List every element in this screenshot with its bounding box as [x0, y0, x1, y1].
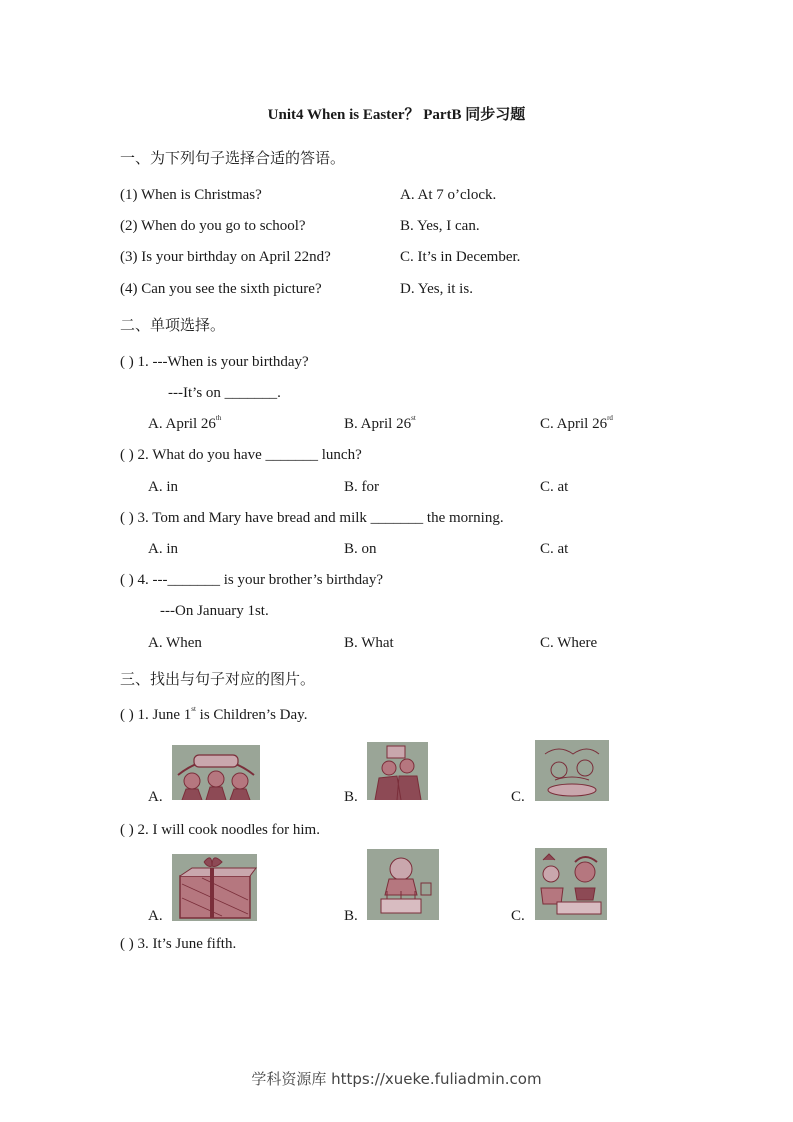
- footer-watermark: 学科资源库 https://xueke.fuliadmin.com: [251, 1070, 542, 1088]
- s2-q2-option-c: C. at: [540, 479, 569, 495]
- s3-q2-stem: ( ) 2. I will cook noodles for him.: [120, 822, 320, 838]
- meal-picture: [535, 740, 609, 801]
- s1-question-1: (1) When is Christmas?: [120, 187, 262, 203]
- section-1-heading: 一、为下列句子选择合适的答语。: [120, 149, 346, 167]
- cooking-noodles-picture: [535, 848, 607, 920]
- s3-q1-label-a: A.: [148, 789, 163, 805]
- gift-box-picture: [172, 854, 257, 921]
- s2-q2-option-b: B. for: [344, 479, 379, 495]
- s2-q3-option-c: C. at: [540, 541, 569, 557]
- s3-q1-stem: ( ) 1. June 1st is Children’s Day.: [120, 705, 308, 723]
- s2-q1-option-a: A. April 26th: [148, 414, 222, 432]
- s2-q1-option-c: C. April 26rd: [540, 414, 613, 432]
- children-day-picture: [172, 745, 260, 800]
- page-title: Unit4 When is Easter？ PartB 同步习题: [267, 107, 526, 123]
- s2-q1-stem: ( ) 1. ---When is your birthday?: [120, 354, 309, 370]
- s2-q3-stem: ( ) 3. Tom and Mary have bread and milk _______ the morning.: [120, 510, 504, 526]
- s1-answer-b: B. Yes, I can.: [400, 218, 480, 234]
- s3-q1-label-b: B.: [344, 789, 358, 805]
- s1-answer-a: A. At 7 o’clock.: [400, 187, 497, 203]
- s2-q3-option-a: A. in: [148, 541, 178, 557]
- s2-q4-stem: ( ) 4. ---_______ is your brother’s birthday?: [120, 572, 383, 588]
- s2-q1-line2: ---It’s on _______.: [168, 385, 281, 401]
- s1-answer-d: D. Yes, it is.: [400, 281, 473, 297]
- s2-q4-option-a: A. When: [148, 635, 202, 651]
- s1-question-2: (2) When do you go to school?: [120, 218, 306, 234]
- s2-q3-option-b: B. on: [344, 541, 377, 557]
- s2-q4-option-b: B. What: [344, 635, 394, 651]
- family-picture: [367, 742, 428, 800]
- s3-q3-stem: ( ) 3. It’s June fifth.: [120, 936, 237, 952]
- s2-q2-option-a: A. in: [148, 479, 178, 495]
- s3-q2-label-b: B.: [344, 908, 358, 924]
- section-2-heading: 二、单项选择。: [120, 316, 226, 334]
- s2-q4-line2: ---On January 1st.: [160, 603, 269, 619]
- s1-question-3: (3) Is your birthday on April 22nd?: [120, 249, 331, 265]
- s2-q2-stem: ( ) 2. What do you have _______ lunch?: [120, 447, 362, 463]
- birthday-cake-picture: [367, 849, 439, 920]
- s3-q2-label-c: C.: [511, 908, 525, 924]
- s1-answer-c: C. It’s in December.: [400, 249, 521, 265]
- s1-question-4: (4) Can you see the sixth picture?: [120, 281, 322, 297]
- s2-q4-option-c: C. Where: [540, 635, 598, 651]
- s2-q1-option-b: B. April 26st: [344, 414, 416, 432]
- s3-q2-label-a: A.: [148, 908, 163, 924]
- section-3-heading: 三、找出与句子对应的图片。: [120, 670, 316, 688]
- s3-q1-label-c: C.: [511, 789, 525, 805]
